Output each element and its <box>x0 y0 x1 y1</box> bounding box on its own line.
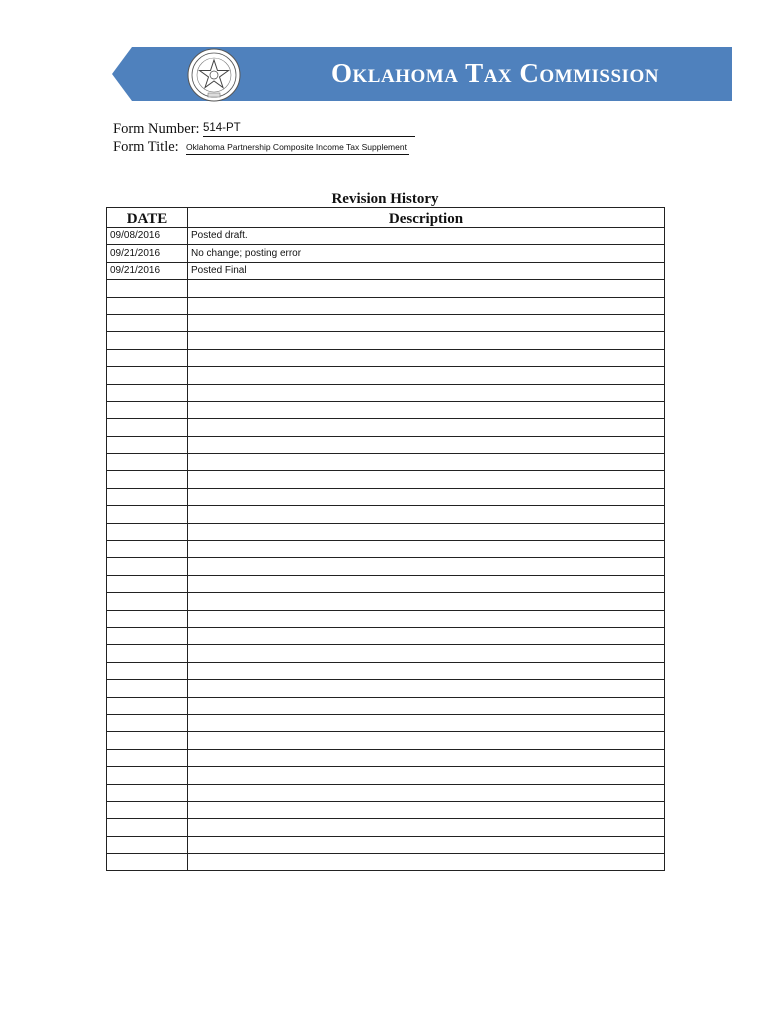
table-row-empty <box>107 349 665 366</box>
description-cell <box>188 593 665 610</box>
date-cell <box>107 471 188 488</box>
description-cell <box>188 349 665 366</box>
table-row-empty <box>107 836 665 853</box>
date-cell <box>107 367 188 384</box>
table-row-empty <box>107 680 665 697</box>
table-row-empty <box>107 384 665 401</box>
description-cell <box>188 801 665 818</box>
table-row-empty <box>107 401 665 418</box>
description-cell <box>188 471 665 488</box>
date-cell <box>107 627 188 644</box>
date-cell <box>107 645 188 662</box>
description-cell <box>188 436 665 453</box>
description-cell <box>188 384 665 401</box>
description-cell: No change; posting error <box>188 245 665 262</box>
oklahoma-state-seal-icon <box>187 48 241 102</box>
table-row-empty <box>107 506 665 523</box>
table-header-row <box>107 208 665 228</box>
date-cell <box>107 819 188 836</box>
table-row-empty <box>107 593 665 610</box>
table-row-empty <box>107 645 665 662</box>
table-row <box>107 245 665 262</box>
table-row-empty <box>107 488 665 505</box>
date-cell <box>107 610 188 627</box>
table-row-empty <box>107 436 665 453</box>
table-row-empty <box>107 697 665 714</box>
description-cell: Posted draft. <box>188 228 665 245</box>
table-row-empty <box>107 575 665 592</box>
description-cell <box>188 541 665 558</box>
description-cell <box>188 784 665 801</box>
description-cell <box>188 854 665 871</box>
agency-banner <box>112 47 732 101</box>
description-cell <box>188 575 665 592</box>
description-cell <box>188 627 665 644</box>
date-cell <box>107 541 188 558</box>
description-cell <box>188 523 665 540</box>
description-cell <box>188 819 665 836</box>
table-row-empty <box>107 471 665 488</box>
description-cell <box>188 749 665 766</box>
description-cell <box>188 401 665 418</box>
table-row-empty <box>107 454 665 471</box>
date-cell <box>107 419 188 436</box>
table-row-empty <box>107 419 665 436</box>
table-row-empty <box>107 523 665 540</box>
date-column-header: DATE <box>107 208 188 228</box>
description-cell <box>188 732 665 749</box>
table-row-empty <box>107 367 665 384</box>
date-cell <box>107 575 188 592</box>
table-row-empty <box>107 297 665 314</box>
description-cell <box>188 610 665 627</box>
description-cell <box>188 506 665 523</box>
table-row-empty <box>107 854 665 871</box>
date-cell <box>107 332 188 349</box>
table-row-empty <box>107 280 665 297</box>
date-cell <box>107 523 188 540</box>
date-cell <box>107 732 188 749</box>
form-title-value: Oklahoma Partnership Composite Income Tax Supplement <box>186 143 409 155</box>
description-cell <box>188 332 665 349</box>
form-number-label: Form Number: <box>113 121 200 137</box>
date-cell: 09/21/2016 <box>107 262 188 279</box>
table-row <box>107 228 665 245</box>
date-cell <box>107 767 188 784</box>
table-row-empty <box>107 801 665 818</box>
date-cell: 09/08/2016 <box>107 228 188 245</box>
table-row-empty <box>107 749 665 766</box>
date-cell <box>107 297 188 314</box>
table-row-empty <box>107 627 665 644</box>
date-cell <box>107 384 188 401</box>
date-cell <box>107 280 188 297</box>
date-cell <box>107 401 188 418</box>
description-cell <box>188 697 665 714</box>
description-cell <box>188 714 665 731</box>
description-cell <box>188 314 665 331</box>
description-cell <box>188 767 665 784</box>
description-cell <box>188 662 665 679</box>
description-cell <box>188 297 665 314</box>
date-cell <box>107 749 188 766</box>
revision-history-title: Revision History <box>331 191 439 207</box>
description-column-header: Description <box>188 208 665 228</box>
table-row-empty <box>107 541 665 558</box>
date-cell <box>107 784 188 801</box>
date-cell <box>107 506 188 523</box>
agency-title: Oklahoma Tax Commission <box>331 58 659 88</box>
description-cell <box>188 280 665 297</box>
form-number-value: 514-PT <box>203 123 415 137</box>
table-row-empty <box>107 732 665 749</box>
date-cell <box>107 488 188 505</box>
date-cell <box>107 349 188 366</box>
date-cell <box>107 697 188 714</box>
description-cell <box>188 367 665 384</box>
table-row-empty <box>107 332 665 349</box>
description-cell: Posted Final <box>188 262 665 279</box>
description-cell <box>188 419 665 436</box>
date-cell <box>107 662 188 679</box>
table-row-empty <box>107 314 665 331</box>
table-row-empty <box>107 558 665 575</box>
description-cell <box>188 488 665 505</box>
description-cell <box>188 836 665 853</box>
date-cell <box>107 454 188 471</box>
date-cell <box>107 836 188 853</box>
date-cell <box>107 558 188 575</box>
date-cell: 09/21/2016 <box>107 245 188 262</box>
date-cell <box>107 801 188 818</box>
description-cell <box>188 680 665 697</box>
date-cell <box>107 854 188 871</box>
table-row-empty <box>107 784 665 801</box>
description-cell <box>188 558 665 575</box>
date-cell <box>107 436 188 453</box>
date-cell <box>107 593 188 610</box>
table-row-empty <box>107 610 665 627</box>
description-cell <box>188 454 665 471</box>
date-cell <box>107 680 188 697</box>
table-row-empty <box>107 662 665 679</box>
description-cell <box>188 645 665 662</box>
date-cell <box>107 314 188 331</box>
table-row-empty <box>107 714 665 731</box>
table-row-empty <box>107 819 665 836</box>
form-title-label: Form Title: <box>113 139 179 155</box>
revision-history-table <box>106 207 665 871</box>
table-row-empty <box>107 767 665 784</box>
date-cell <box>107 714 188 731</box>
table-row <box>107 262 665 279</box>
